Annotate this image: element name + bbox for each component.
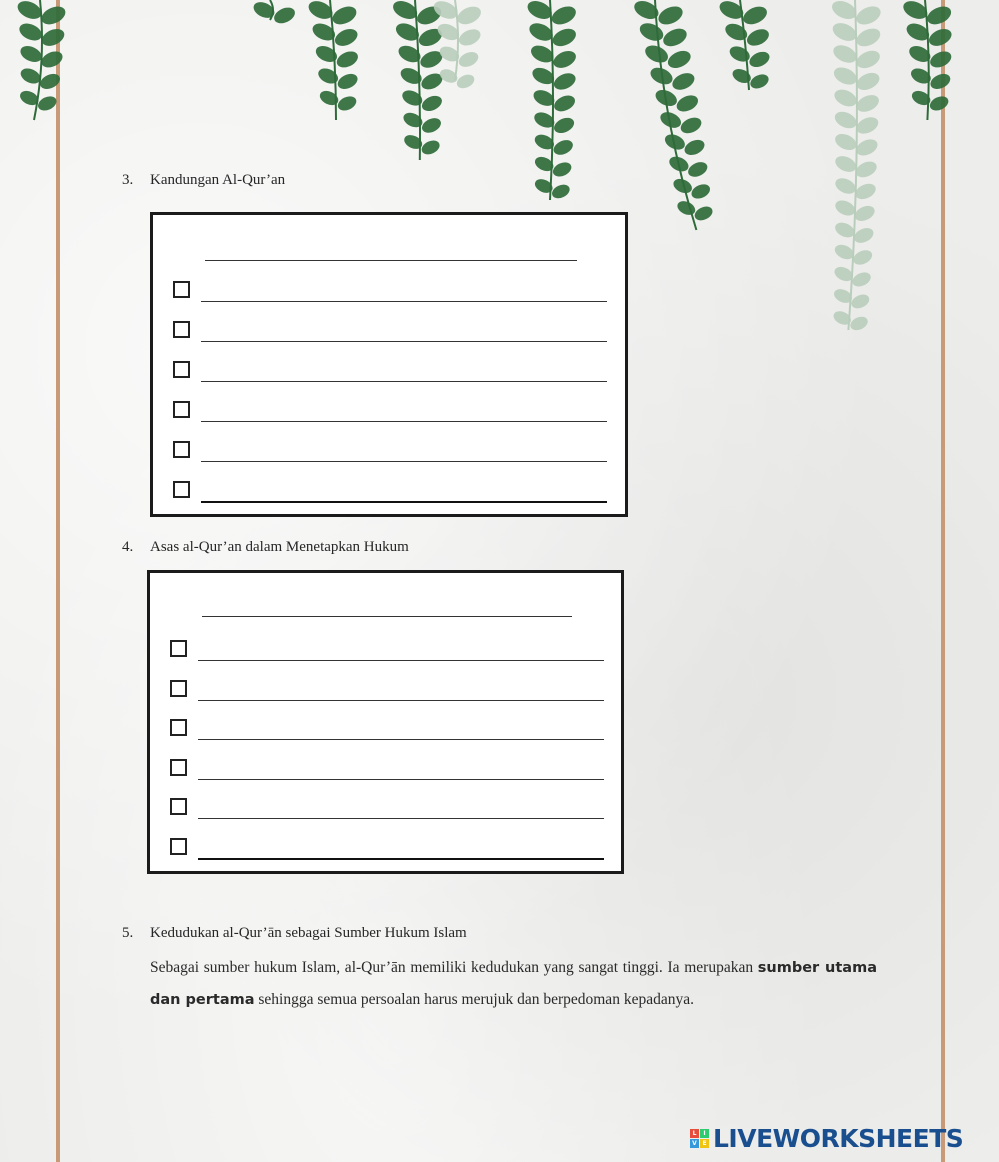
logo-tile: I	[700, 1129, 709, 1138]
section-3-number: 3.	[122, 172, 134, 188]
section-4-heading-answer-line[interactable]	[202, 616, 572, 617]
leaf	[550, 182, 572, 201]
leaf	[660, 25, 689, 50]
leaf	[551, 137, 575, 158]
answer-line[interactable]	[198, 818, 604, 819]
leaf	[854, 47, 883, 71]
vine	[631, 0, 714, 230]
leaf	[832, 86, 860, 109]
section-5-title	[122, 925, 467, 942]
section-4-number: 4.	[122, 539, 134, 555]
leaf	[833, 197, 858, 218]
leaf	[551, 160, 574, 180]
leaf	[665, 48, 693, 72]
section-3-checklist-item	[173, 481, 609, 501]
answer-line[interactable]	[198, 700, 604, 701]
section-3-checklist-item	[173, 321, 609, 341]
leaf	[667, 154, 691, 174]
vine	[717, 0, 772, 91]
section-5-heading: Kedudukan al-Qur’ān sebagai Sumber Hukum Islam	[150, 925, 467, 941]
leaf	[336, 94, 359, 114]
vine	[525, 0, 579, 201]
leaf	[928, 71, 953, 92]
leaf	[316, 65, 341, 86]
leaf	[851, 247, 874, 267]
vine	[15, 0, 68, 120]
section-4-checklist-item	[170, 838, 606, 858]
leaf	[550, 25, 579, 49]
answer-line[interactable]	[198, 858, 604, 860]
leaf	[400, 87, 425, 108]
leaf	[748, 72, 771, 92]
section-4-heading: Asas al-Qur’an dalam Menetapkan Hukum	[150, 539, 409, 555]
leaf	[674, 92, 701, 115]
leaf	[727, 43, 752, 64]
leaf	[744, 26, 771, 49]
leaf	[313, 43, 339, 65]
leaf	[251, 0, 277, 21]
checkbox[interactable]	[170, 838, 187, 855]
paragraph-text-after: sehingga semua persoalan harus merujuk dan berpedoman kepadanya.	[254, 991, 694, 1008]
leaf	[689, 182, 712, 202]
leaf	[335, 71, 360, 92]
leaf	[833, 131, 859, 153]
leaf	[402, 132, 424, 151]
section-4-checklist-item	[170, 640, 606, 660]
vine	[900, 0, 954, 120]
leaf	[678, 115, 704, 137]
checkbox[interactable]	[170, 719, 187, 736]
leaf	[675, 198, 697, 217]
leaf	[272, 4, 298, 26]
section-3-heading-answer-line[interactable]	[205, 260, 577, 261]
checkbox[interactable]	[173, 401, 190, 418]
checkbox[interactable]	[173, 441, 190, 458]
leaf	[926, 26, 954, 50]
leaf	[36, 94, 59, 114]
leaf	[849, 292, 871, 311]
checkbox[interactable]	[173, 361, 190, 378]
leaf	[832, 109, 859, 132]
leaf	[18, 43, 44, 65]
vine	[390, 0, 445, 160]
section-4-title	[122, 539, 409, 556]
leaf	[39, 3, 69, 28]
leaf	[692, 204, 714, 223]
liveworksheets-wordmark: LIVEWORKSHEETS	[713, 1123, 964, 1153]
leaf	[670, 70, 697, 93]
leaf	[334, 48, 360, 70]
leaf	[419, 93, 444, 114]
section-3-checklist-item	[173, 281, 609, 301]
liveworksheets-logo[interactable]	[690, 1122, 963, 1154]
leaf	[551, 48, 579, 72]
leaf	[848, 314, 870, 333]
answer-line[interactable]	[201, 301, 607, 302]
leaf	[318, 88, 341, 108]
section-3-answer-box	[150, 212, 628, 517]
vine	[306, 0, 361, 120]
leaf	[682, 137, 707, 158]
answer-line[interactable]	[201, 461, 607, 462]
leaf	[455, 3, 484, 28]
checkbox[interactable]	[170, 798, 187, 815]
leaf	[39, 26, 67, 50]
leaf	[552, 115, 577, 136]
answer-line[interactable]	[201, 341, 607, 342]
leaf	[552, 92, 578, 114]
section-3-title	[122, 172, 285, 189]
logo-tile: L	[690, 1129, 699, 1138]
leaf	[854, 70, 882, 94]
leaf	[730, 66, 753, 86]
leaf	[928, 48, 954, 70]
leaf	[549, 3, 579, 28]
leaf	[854, 25, 883, 50]
checkbox[interactable]	[173, 321, 190, 338]
answer-line[interactable]	[198, 739, 604, 740]
leaf	[419, 138, 441, 157]
leaf	[831, 42, 860, 66]
leaf	[17, 20, 45, 44]
answer-line[interactable]	[201, 501, 607, 503]
checkbox[interactable]	[173, 481, 190, 498]
leaf	[551, 70, 578, 93]
leaf	[833, 153, 859, 175]
leaf	[332, 26, 360, 50]
section-4-checklist-item	[170, 798, 606, 818]
section-4-checklist-item	[170, 759, 606, 779]
leaf	[747, 49, 772, 70]
liveworksheets-icon	[690, 1129, 709, 1148]
leaf	[656, 3, 686, 28]
logo-tile: E	[700, 1139, 709, 1148]
paragraph-text-before: Sebagai sumber hukum Islam, al-Qur’ān memiliki kedudukan yang sangat tinggi. Ia merupakan	[150, 959, 758, 976]
checkbox[interactable]	[173, 281, 190, 298]
answer-line[interactable]	[198, 779, 604, 780]
leaf	[831, 64, 859, 88]
leaf	[928, 94, 951, 114]
leaf	[401, 110, 425, 130]
leaf	[924, 3, 954, 28]
checkbox[interactable]	[170, 680, 187, 697]
section-4-answer-box	[147, 570, 624, 874]
section-3-checklist-item	[173, 401, 609, 421]
leaf	[330, 3, 360, 28]
leaf	[456, 26, 483, 49]
checkbox[interactable]	[170, 759, 187, 776]
paragraph-bold-text: sumber utama dan pertama	[150, 960, 877, 1008]
section-4-checklist-item	[170, 680, 606, 700]
leaf	[456, 49, 480, 70]
leaf	[850, 270, 873, 290]
vine	[251, 0, 297, 26]
answer-line[interactable]	[201, 421, 607, 422]
section-4-checklist-item	[170, 719, 606, 739]
leaf	[854, 92, 882, 115]
leaf	[420, 115, 444, 135]
logo-tile: V	[690, 1139, 699, 1148]
checkbox[interactable]	[170, 640, 187, 657]
leaf	[833, 175, 858, 197]
leaf	[853, 3, 883, 28]
leaf	[686, 159, 710, 179]
section-5-number: 5.	[122, 925, 134, 941]
leaf	[642, 42, 670, 66]
section-3-heading: Kandungan Al-Qur’an	[150, 172, 286, 188]
vine	[829, 0, 883, 333]
answer-line[interactable]	[198, 660, 604, 661]
section-3-checklist-item	[173, 441, 609, 461]
leaf	[455, 72, 477, 91]
answer-line[interactable]	[201, 381, 607, 382]
section-3-checklist-item	[173, 361, 609, 381]
leaf	[740, 3, 769, 28]
section-5-paragraph	[150, 952, 877, 1016]
